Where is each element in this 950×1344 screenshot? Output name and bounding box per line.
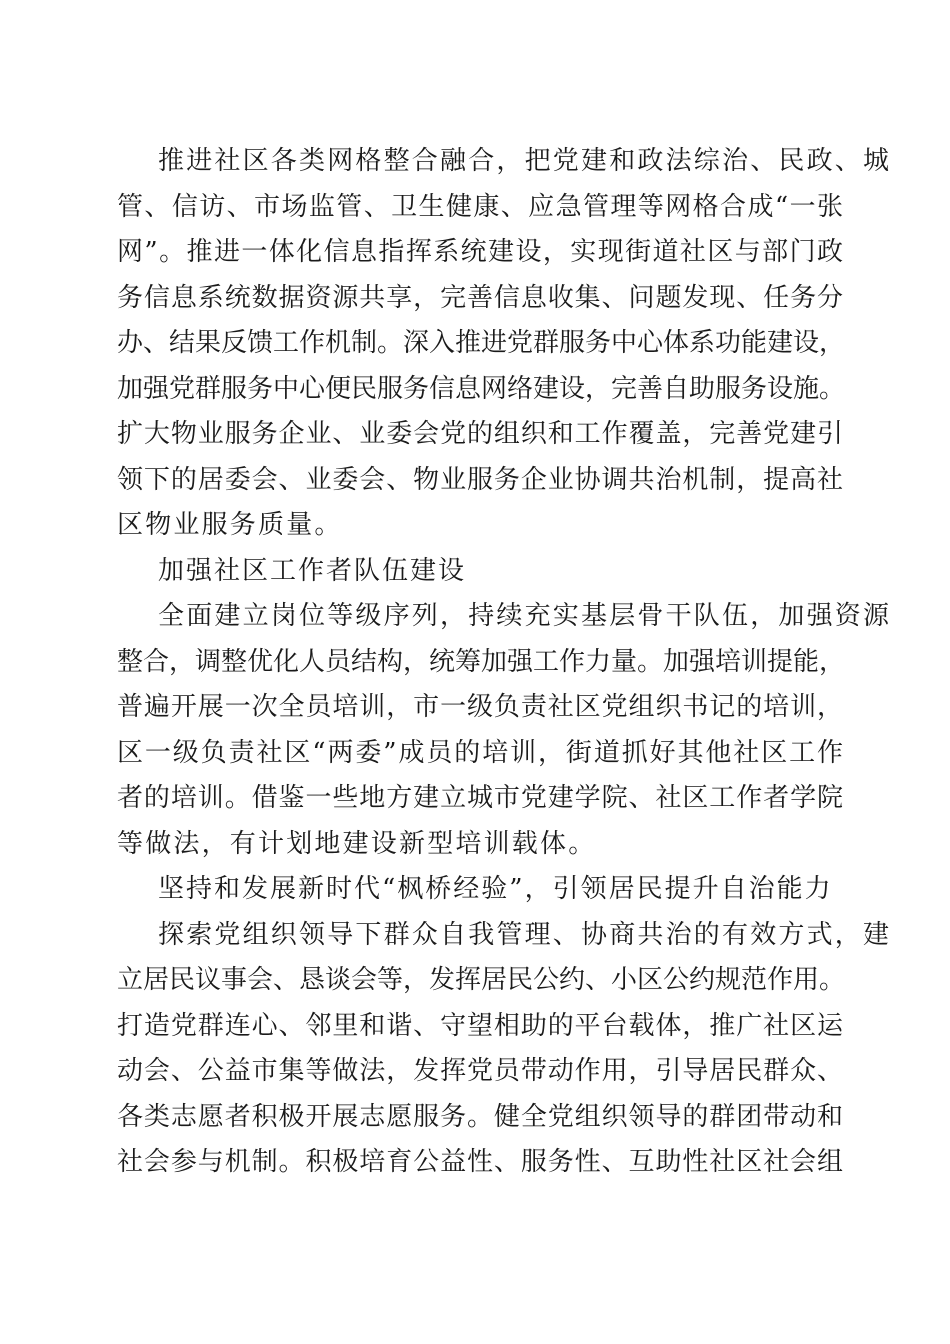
text-line: 区物业服务质量。	[117, 510, 343, 540]
text-line: 等做法，有计划地建设新型培训载体。	[117, 828, 597, 859]
paragraph-grid-integration	[117, 139, 892, 549]
text-line: 务信息系统数据资源共享，完善信息收集、问题发现、任务分	[117, 282, 843, 313]
document-body	[117, 139, 892, 1186]
text-line: 扩大物业服务企业、业委会党的组织和工作覆盖，完善党建引	[117, 419, 843, 449]
paragraph-workforce-training	[117, 594, 892, 867]
text-line: 社会参与机制。积极培育公益性、服务性、互助性社区社会组	[117, 1147, 843, 1177]
text-line: 网”。推进一体化信息指挥系统建设，实现街道社区与部门政	[117, 237, 843, 267]
text-line: 动会、公益市集等做法，发挥党员带动作用，引导居民群众、	[117, 1056, 843, 1086]
heading-line: 加强社区工作者队伍建设	[158, 555, 467, 586]
paragraph-resident-autonomy	[117, 913, 892, 1186]
text-line: 办、结果反馈工作机制。深入推进党群服务中心体系功能建设，	[117, 328, 846, 358]
text-line: 整合，调整优化人员结构，统筹加强工作力量。加强培训提能，	[117, 646, 846, 677]
text-line: 各类志愿者积极开展志愿服务。健全党组织领导的群团带动和	[117, 1101, 843, 1132]
text-line: 领下的居委会、业委会、物业服务企业协调共治机制，提高社	[117, 464, 843, 495]
text-line: 普遍开展一次全员培训，市一级负责社区党组织书记的培训，	[117, 692, 843, 722]
text-line: 加强党群服务中心便民服务信息网络建设，完善自助服务设施。	[117, 373, 846, 404]
section-heading-workforce	[117, 549, 843, 595]
heading-line: 坚持和发展新时代“枫桥经验”，引领居民提升自治能力	[158, 874, 833, 904]
text-line: 立居民议事会、恳谈会等，发挥居民公约、小区公约规范作用。	[117, 965, 846, 995]
text-line: 全面建立岗位等级序列，持续充实基层骨干队伍，加强资源	[158, 601, 892, 631]
text-line: 推进社区各类网格整合融合，把党建和政法综治、民政、城	[158, 146, 892, 176]
text-line: 探索党组织领导下群众自我管理、协商共治的有效方式，建	[158, 919, 892, 950]
text-line: 区一级负责社区“两委”成员的培训，街道抓好其他社区工作	[117, 737, 843, 768]
text-line: 管、信访、市场监管、卫生健康、应急管理等网格合成“一张	[117, 191, 843, 222]
text-line: 打造党群连心、邻里和谐、守望相助的平台载体，推广社区运	[117, 1010, 843, 1041]
text-line: 者的培训。借鉴一些地方建立城市党建学院、社区工作者学院	[117, 783, 843, 813]
section-heading-fengqiao	[117, 867, 843, 913]
